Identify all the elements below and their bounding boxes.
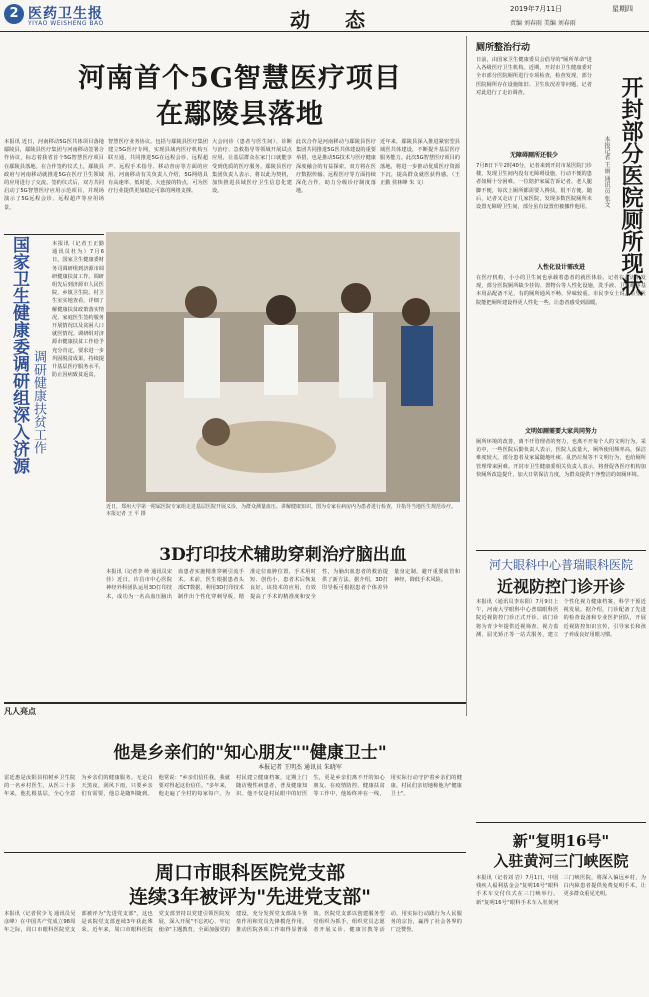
print3d-body: 本报讯（记者李 岭 通讯员宋佳）近日，许昌市中心医院神经外科团队运用3D打印技术，成功为一名高血压脑出血患者实施精准穿刺引流手术。术前，医生根据患者头部CT数据，利用3D打印技术制作出个性化穿刺导板，精准定位血肿位置，手术用时短、创伤小，患者术后恢复良好。该技术的应用，有效提高了手术的精准度和安全性，为脑出血患者的救治提供了新方法。据介绍，3D打印导板可根据患者个体差异量身定制，避开重要血管和神经，降低手术风险。 bbox=[106, 569, 460, 600]
lead-body-col1: 本报讯 近日，河南移动5G医共体项目落地鄢陵县，鄢陵县医疗集团与河南移动签署合作协议，标志着我省首个5G智慧医疗项目在鄢陵县落地。在合作签约仪式上，鄢陵县政府与河南移动就推进5G在医疗卫生领域的应用进行了交流。签约仪式后，双方共同启动了5G智慧医疗应用示范项目，并现场演示了5G远程会诊、远程超声等应用场景。 bbox=[4, 139, 104, 211]
eye-kicker: 河大眼科中心普瑞眼科医院 bbox=[488, 558, 633, 572]
zk-headline-line2: 连续3年被评为"先进党支部" bbox=[128, 886, 372, 908]
toilet-vertical-title: 开封部分医院厕所现状 bbox=[618, 76, 644, 296]
fuming-body: 本报讯（记者刘 岩）7月1日，中国残疾人福利基金会"复明16号"眼科手术车交付仪式在三门峡举行。新"复明16号"眼科手术车入驻黄河三门峡医院，将深入偏远乡村，为白内障患者提供免费复明手术，让更多群众重见光明。 bbox=[476, 875, 646, 906]
lead-body-col2: 智慧医疗业务协议。包括与鄢陵县医疗集团建立5G医疗专网，实现县域内医疗机构互联互通，共同推进5G在远程会诊、远程超声、远程手术指导、移动查房等方面的应用。河南移动有关负责人介绍，5G网络具有高速率、低时延、大连接的特点，可为医疗行业提供更加稳定可靠的网络支撑。 bbox=[108, 139, 208, 195]
toilet-vertical-author: 本报记者 王丽 通讯员 张文 bbox=[603, 136, 610, 208]
zk-top-rule bbox=[4, 852, 466, 853]
toilet-section-label: 厕所整治行动 bbox=[476, 43, 531, 53]
news-photo bbox=[106, 232, 460, 502]
leftbox-title: 国家卫生健康委调研组深入济源 bbox=[9, 236, 29, 474]
fuming-top-rule bbox=[476, 822, 646, 823]
lead-body-col3: 大会问诊（患者与医生间）、诊断与治疗、急救指导等领域开展试点应用，让基层群众在家门口就能享受到优质的医疗服务。鄢陵县医疗集团负责人表示，将以此为契机，加快推进县域医疗卫生信息化建设。 bbox=[212, 139, 292, 195]
lead-body-col4: 此次合作是河南移动与鄢陵县医疗集团共同推进5G医共体建设的重要举措，也是推动5G技术与医疗健康深度融合的有益探索。双方将在医疗数据传输、远程医疗等方面持续深化合作，助力分级诊疗制度落地。 bbox=[296, 139, 376, 195]
toilet-intro: 日前，由国家卫生健康委员会倡导的"厕所革命"进入各级医疗卫生机构。近期，开封市卫生健康委对全市部分医院厕所进行专项检查，检查发现，部分医院厕所存在设施陈旧、卫生状况差等问题，记者对此进行了走访调查。 bbox=[476, 57, 592, 96]
friend-section-tag: 凡人亮点 bbox=[4, 707, 36, 716]
newspaper-logo: 医药卫生报 bbox=[28, 6, 103, 22]
friend-body: 雷廷惠是汝阳县柏树乡卫生院的一名乡村医生，从医三十多年来，他扎根基层，全心全意为乡亲们的健康服务。无论白天黑夜，刮风下雨，只要乡亲们有需要，他总是随叫随到。他常说："乡亲们信任我，我就要对得起这份信任。"多年来，他走遍了全村的每家每户，为村民建立健康档案，定期上门随访慢性病患者，普及健康知识。他不仅是村民眼中的好医生，更是乡亲们离不开的知心朋友。在疫情防控、健康扶贫等工作中，他始终冲在一线，用实际行动守护着乡亲们的健康。村民们亲切地称他为"健康卫士"。 bbox=[4, 775, 462, 798]
editors-line: 责编 刘春雨 美编 刘春雨 bbox=[510, 20, 576, 27]
lead-headline-line2: 在鄢陵县落地 bbox=[156, 99, 324, 130]
issue-date: 2019年7月11日 bbox=[510, 5, 563, 13]
toilet-sub1-title: 无障碍厕所还很少 bbox=[509, 152, 558, 159]
column-rule-right bbox=[466, 36, 467, 716]
lead-body-col5: 近年来，鄢陵县深入推进紧密型县域医共体建设，不断提升基层医疗服务能力。此次5G智慧医疗项目的落地，将进一步推动优质医疗资源下沉，提高群众就医获得感。（王正勤 侯林峰 朱 文） bbox=[380, 139, 460, 187]
eye-headline: 近视防控门诊开诊 bbox=[496, 577, 625, 596]
leftbox-body: 本报讯（记者王正勤 通讯员杜为）7月6日，国家卫生健康委财务司调研组到济源市调研健康扶贫工作。调研组先后到济源市人民医院、乡镇卫生院、村卫生室实地查看，详细了解健康扶贫政策落实情况、家庭医生签约服务开展情况以及贫困人口就医情况。调研组对济源市健康扶贫工作给予充分肯定，要求进一步巩固脱贫成果，持续提升基层医疗服务水平，防止因病致贫返贫。 bbox=[52, 241, 104, 379]
toilet-sub3-body: 厕所环境的改善，离不开管理者的努力，也离不开每个人的文明行为。采访中，一些医院后勤负责人表示，医院人流量大，厕所使用频率高，保洁难度较大。部分患者及家属随地吐痰、乱扔垃圾等不文明行为，也给厕所管理带来困难。开封市卫生健康委相关负责人表示，将督促各医疗机构加快厕所改造提升，加大日常保洁力度，为群众提供干净整洁的如厕环境。 bbox=[476, 439, 646, 478]
toilet-sub2-title: 人性化设计需改进 bbox=[536, 264, 585, 271]
print3d-headline: 3D打印技术辅助穿刺治疗脑出血 bbox=[159, 545, 407, 565]
friend-byline: 本报记者 王明杰 通讯员 朱晓军 bbox=[258, 764, 342, 771]
eye-top-rule bbox=[476, 550, 646, 551]
leftbox-subtitle: 调研健康扶贫工作 bbox=[31, 350, 46, 454]
eye-body: 本报讯（通讯员李东阳）7月9日上午，河南大学眼科中心普瑞眼科医院近视防控门诊正式开诊。该门诊将为青少年提供近视筛查、视力监测、屈光矫正等一站式服务，建立个性化视力健康档案，科学干预近视发展。据介绍，门诊配备了先进的检查设备和专业医护团队，开展近视防控知识宣传，引导家长和孩子养成良好用眼习惯。 bbox=[476, 599, 646, 638]
friend-top-rule bbox=[4, 702, 466, 704]
fuming-headline-line1: 新"复明16号" bbox=[512, 832, 610, 850]
issue-weekday: 星期四 bbox=[612, 5, 633, 13]
section-title: 动 态 bbox=[290, 8, 379, 32]
lead-headline-line1: 河南首个5G智慧医疗项目 bbox=[78, 63, 402, 94]
photo-caption: 近日，郑州大学第一附属医院专家组走进基层医院开展义诊，为群众测量血压、讲解健康知识。图为专家在病房内为患者进行检查，并指导当地医生规范诊疗。 本报记者 王 平 摄 bbox=[106, 504, 457, 517]
toilet-sub3-title: 文明如厕需要大家共同努力 bbox=[524, 428, 597, 435]
zk-headline-line1: 周口市眼科医院党支部 bbox=[154, 862, 345, 884]
news-photo-illustration bbox=[106, 232, 460, 502]
page-number-badge: 2 bbox=[4, 4, 24, 24]
fuming-headline-line2: 入驻黄河三门峡医院 bbox=[493, 852, 629, 870]
friend-headline: 他是乡亲们的"知心朋友""健康卫士" bbox=[113, 743, 387, 763]
newspaper-logo-en: YIYAO WEISHENG BAO bbox=[28, 20, 104, 27]
zk-body: 本报讯（记者侯少飞 通讯员吴彦峰）在中国共产党成立98周年之际，周口市眼科医院党支部被评为"先进党支部"，这也是该院党支部连续3年获此殊荣。近年来，周口市眼科医院党支部坚持以党建引领医院发展，深入开展"不忘初心、牢记使命"主题教育，全面加强党的建设，充分发挥党支部战斗堡垒作用和党员先锋模范作用，推动医院各项工作取得显著成效。医院党支部以创建服务型党组织为抓手，组织党员志愿者开展义诊、健康宣教等活动，用实际行动践行为人民服务的宗旨，赢得了社会各界的广泛赞誉。 bbox=[4, 911, 462, 934]
toilet-sub1-body: 7月8日下午2时40分，记者来到开封市某医院门诊楼，发现卫生间内没有无障碍设施，行动不便的患者如厕十分困难。一位陪护家属告诉记者，老人腿脚不便，每次上厕所都需要人搀扶，很不方便。随后，记者又走访了几家医院，发现多数医院厕所未设置无障碍卫生间，部分虽有设置但被挪作他用。 bbox=[476, 163, 592, 211]
toilet-sub2-body: 在医疗机构，小小的卫生间也承载着患者的就医体验。记者在走访中发现，部分医院厕所缺少挂钩、置物台等人性化设施，洗手液、卫生纸等基本用品配备不足，有的厕所通风不畅、异味较重。市民李女士说，希望医院能把厕所建设得更人性化一些，让患者感受到温暖。 bbox=[476, 275, 646, 306]
